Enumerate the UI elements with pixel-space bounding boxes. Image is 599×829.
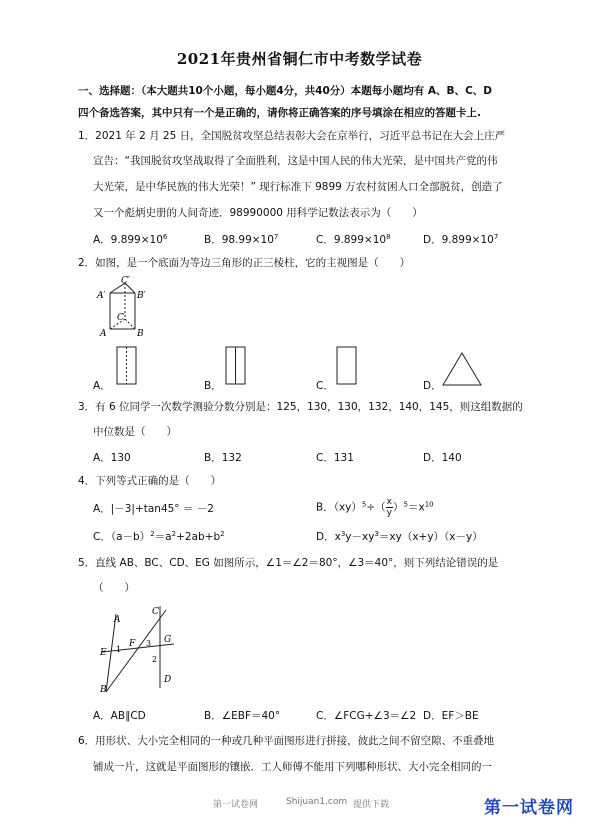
q3-option-b: B．132 bbox=[204, 452, 242, 464]
q1-line-3: 大光荣，是中华民族的伟大光荣！” 现行标准下 9899 万农村贫困人口全部脱贫，创造了 bbox=[93, 181, 503, 193]
q4-question: 4．下列等式正确的是（ ） bbox=[78, 475, 222, 487]
label-c1: C′ bbox=[121, 276, 130, 286]
q3-line-1: 3．有 6 位同学一次数学测验分数分别是：125，130，130，132，140，145，则这组数据的 bbox=[78, 401, 523, 413]
label-c: C bbox=[117, 313, 124, 323]
label-G: G bbox=[164, 635, 172, 645]
q6-line-2: 铺成一片，这就是平面图形的镶嵌．工人师傅不能用下列哪种形状、大小完全相同的一 bbox=[93, 761, 492, 773]
q5-option-c: C．∠FCG+∠3＝∠2 bbox=[316, 710, 417, 722]
q1-line-2: 宣告：“我国脱贫攻坚战取得了全面胜利，这是中国人民的伟大光荣，是中国共产党的伟 bbox=[93, 155, 498, 167]
footer-site-name: 第一试卷网 bbox=[213, 800, 259, 810]
q2-option-b-figure bbox=[225, 346, 247, 386]
q2-option-a-figure bbox=[116, 346, 138, 386]
q3-option-d: D．140 bbox=[423, 452, 462, 464]
q2-option-d-label: D． bbox=[423, 380, 442, 392]
q3-line-2: 中位数是（ ） bbox=[93, 426, 177, 438]
q4-option-c: C．$(a-b)^2=a^2+2ab+b^2$ bbox=[93, 530, 225, 543]
q4-option-b: B．（xy）$^5$÷（ $\frac{x}{y}$ ）$^5=x^{10}$ bbox=[316, 497, 434, 518]
q3-option-c: C．131 bbox=[316, 452, 354, 464]
q2-option-d-figure bbox=[441, 351, 483, 387]
label-D: D bbox=[164, 675, 172, 685]
q3-option-a: A．130 bbox=[93, 452, 131, 464]
q1-option-a: A．$9.899\times 10^6$ bbox=[93, 233, 168, 246]
q5-lines-figure bbox=[92, 600, 187, 700]
q2-prism-figure bbox=[92, 276, 162, 341]
label-3: 3 bbox=[146, 639, 152, 648]
q5-line-2: （ ） bbox=[93, 582, 135, 594]
label-B: B bbox=[100, 685, 107, 695]
q4-option-d: D．$x^3y-xy^3=xy(x+y)(x-y)$ bbox=[316, 530, 483, 543]
footer-provide: 提供下载 bbox=[353, 800, 390, 810]
q5-option-a: A．AB∥CD bbox=[93, 710, 146, 722]
label-C: C bbox=[152, 607, 159, 617]
q5-option-b: B．∠EBF＝40° bbox=[204, 710, 281, 722]
section-heading-line1: 一、选择题：（本大题共10个小题，每小题4分，共40分）本题每小题均有 A、B、C、D bbox=[78, 85, 492, 97]
q2-option-c-label: C． bbox=[316, 380, 334, 392]
q4-option-a: A．|－3|+tan45° ＝ －2 bbox=[93, 503, 214, 515]
label-2: 2 bbox=[152, 655, 158, 664]
q1-option-c: C．$9.899\times 10^8$ bbox=[316, 233, 391, 246]
q1-option-b: B．$98.99\times 10^7$ bbox=[204, 233, 279, 246]
q1-line-1: 1．2021 年 2 月 25 日，全国脱贫攻坚总结表彰大会在京举行，习近平总书记在大会上庄严 bbox=[78, 130, 506, 142]
label-E: E bbox=[100, 648, 107, 658]
q1-line-4: 又一个彪炳史册的人间奇迹．98990000 用科学记数法表示为（ ） bbox=[93, 207, 423, 219]
q2-option-b-label: B． bbox=[204, 380, 222, 392]
q5-option-d: D．EF＞BE bbox=[423, 710, 479, 722]
section-heading-line2: 四个备选答案，其中只有一个是正确的，请你将正确答案的序号填涂在相应的答题卡上. bbox=[78, 107, 481, 119]
label-1: 1 bbox=[116, 645, 122, 654]
label-F: F bbox=[129, 639, 136, 649]
label-a1: A′ bbox=[97, 291, 106, 301]
site-logo: 第一试卷网 bbox=[484, 798, 574, 818]
label-a: A bbox=[100, 329, 107, 339]
footer-url[interactable]: Shijuan1.com bbox=[286, 797, 348, 807]
q6-line-1: 6．用形状、大小完全相同的一种或几种平面图形进行拼接，彼此之间不留空隙、不重叠地 bbox=[78, 735, 495, 747]
q5-line-1: 5．直线 AB、BC、CD、EG 如图所示，∠1＝∠2＝80°，∠3＝40°，则下列结论错误的是 bbox=[78, 557, 499, 569]
q2-option-a-label: A． bbox=[93, 380, 111, 392]
q1-option-d: D．$9.899\times 10^7$ bbox=[423, 233, 499, 246]
label-A: A bbox=[114, 615, 121, 625]
label-b: B bbox=[137, 329, 144, 339]
page-title: 2021年贵州省铜仁市中考数学试卷 bbox=[176, 50, 423, 68]
q2-option-c-figure bbox=[336, 346, 358, 386]
q2-question: 2．如图，是一个底面为等边三角形的正三棱柱，它的主视图是（ ） bbox=[78, 257, 411, 269]
label-b1: B′ bbox=[137, 291, 146, 301]
